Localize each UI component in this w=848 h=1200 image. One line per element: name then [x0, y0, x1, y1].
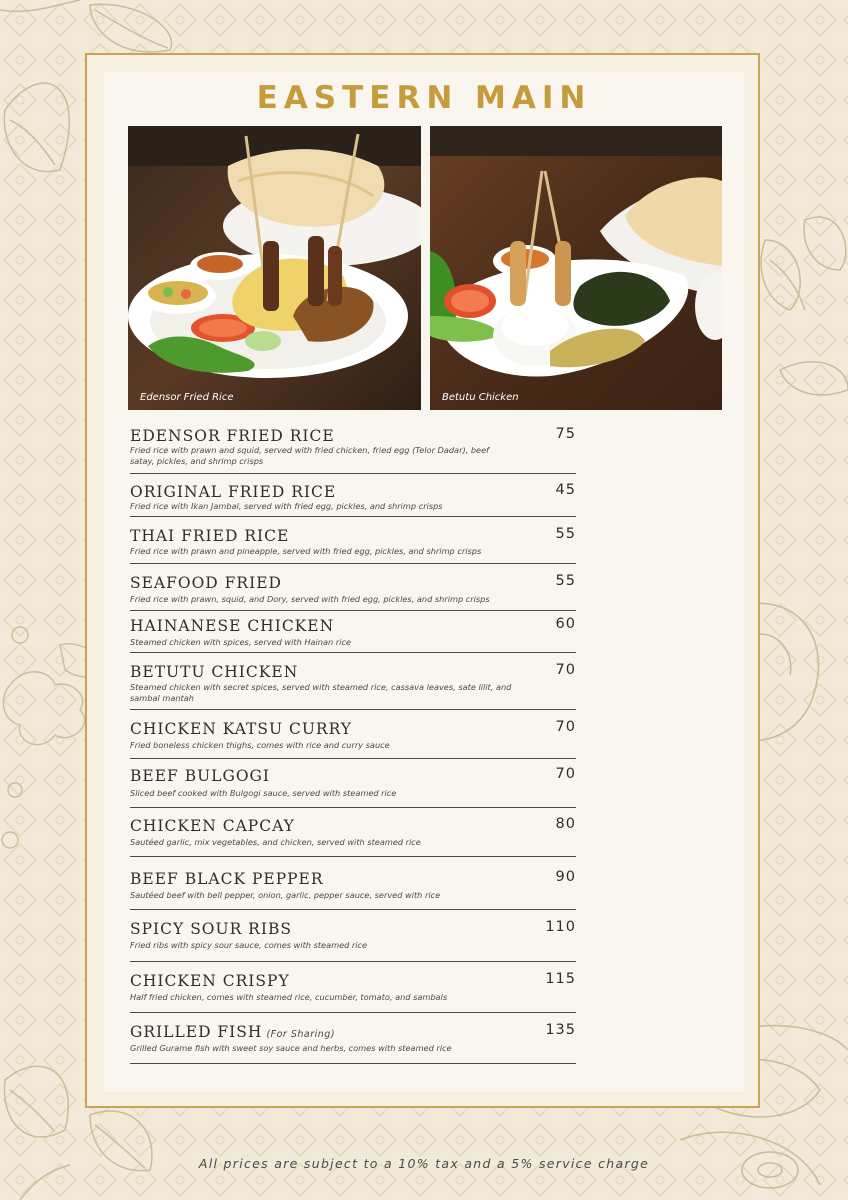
item-price: 75 — [555, 426, 576, 442]
menu-item — [130, 474, 576, 517]
item-description: Steamed chicken with spices, served with Hainan rice — [130, 637, 351, 647]
item-description: Fried ribs with spicy sour sauce, comes with steamed rice — [130, 940, 368, 950]
menu-item — [130, 611, 576, 653]
photo-betutu-chicken — [430, 126, 722, 410]
item-price: 55 — [555, 526, 576, 542]
item-name — [130, 1023, 335, 1041]
item-price: 70 — [555, 719, 576, 735]
item-description: Fried rice with prawn and pineapple, served with fried egg, pickles, and shrimp crisps — [130, 546, 482, 556]
item-name: BEEF BULGOGI — [130, 767, 271, 785]
menu-item — [130, 808, 576, 857]
item-name: CHICKEN CRISPY — [130, 972, 290, 990]
item-price: 135 — [545, 1022, 576, 1038]
item-description: Sliced beef cooked with Bulgogi sauce, served with steamed rice — [130, 788, 397, 798]
item-description: Half fried chicken, comes with steamed rice, cucumber, tomato, and sambals — [130, 992, 448, 1002]
leaf-illustration-right — [760, 200, 848, 420]
item-price: 55 — [555, 573, 576, 589]
menu-item — [130, 517, 576, 564]
item-note: (For Sharing) — [266, 1029, 336, 1040]
item-description: Fried rice with prawn and squid, served with fried chicken, fried egg (Telor Dadar), beef satay, pickles, and shrimp crisps — [130, 445, 489, 466]
item-price: 70 — [555, 766, 576, 782]
item-price: 60 — [555, 616, 576, 632]
item-description: Fried rice with prawn, squid, and Dory, served with fried egg, pickles, and shrimp crisps — [130, 594, 490, 604]
item-name: BEEF BLACK PEPPER — [130, 870, 324, 888]
menu-list — [130, 425, 576, 1064]
menu-item — [130, 1013, 576, 1064]
item-name: SPICY SOUR RIBS — [130, 920, 292, 938]
item-price: 90 — [555, 869, 576, 885]
item-price: 45 — [555, 482, 576, 498]
photo-edensor-fried-rice — [128, 126, 421, 410]
item-name-text: GRILLED FISH — [130, 1023, 263, 1041]
photo-caption: Betutu Chicken — [442, 392, 519, 403]
item-name: CHICKEN CAPCAY — [130, 817, 295, 835]
item-name: EDENSOR FRIED RICE — [130, 427, 335, 445]
item-name: CHICKEN KATSU CURRY — [130, 720, 353, 738]
menu-item — [130, 962, 576, 1013]
item-price: 110 — [545, 919, 576, 935]
item-name: THAI FRIED RICE — [130, 527, 290, 545]
menu-item — [130, 653, 576, 710]
menu-item — [130, 710, 576, 759]
item-name: SEAFOOD FRIED — [130, 574, 282, 592]
item-description: Fried rice with Ikan Jambal, served with fried egg, pickles, and shrimp crisps — [130, 501, 443, 511]
menu-item — [130, 425, 576, 474]
item-name: BETUTU CHICKEN — [130, 663, 299, 681]
item-name: HAINANESE CHICKEN — [130, 617, 335, 635]
footer-note: All prices are subject to a 10% tax and a 5% service charge — [198, 1156, 650, 1171]
item-description: Sautéed beef with bell pepper, onion, garlic, pepper sauce, served with rice — [130, 890, 441, 900]
item-description: Steamed chicken with secret spices, served with steamed rice, cassava leaves, sate lilit, and sambal mantah — [130, 682, 512, 703]
photo-caption: Edensor Fried Rice — [140, 392, 234, 403]
item-description: Sautéed garlic, mix vegetables, and chicken, served with steamed rice — [130, 837, 421, 847]
menu-item — [130, 857, 576, 910]
item-price: 70 — [555, 662, 576, 678]
item-name: ORIGINAL FRIED RICE — [130, 483, 337, 501]
menu-item — [130, 564, 576, 611]
item-description: Grilled Gurame fish with sweet soy sauce and herbs, comes with steamed rice — [130, 1043, 452, 1053]
item-price: 80 — [555, 816, 576, 832]
menu-item — [130, 759, 576, 808]
item-description: Fried boneless chicken thighs, comes with rice and curry sauce — [130, 740, 390, 750]
item-price: 115 — [545, 971, 576, 987]
menu-item — [130, 910, 576, 962]
page-title: EASTERN MAIN — [256, 80, 592, 116]
